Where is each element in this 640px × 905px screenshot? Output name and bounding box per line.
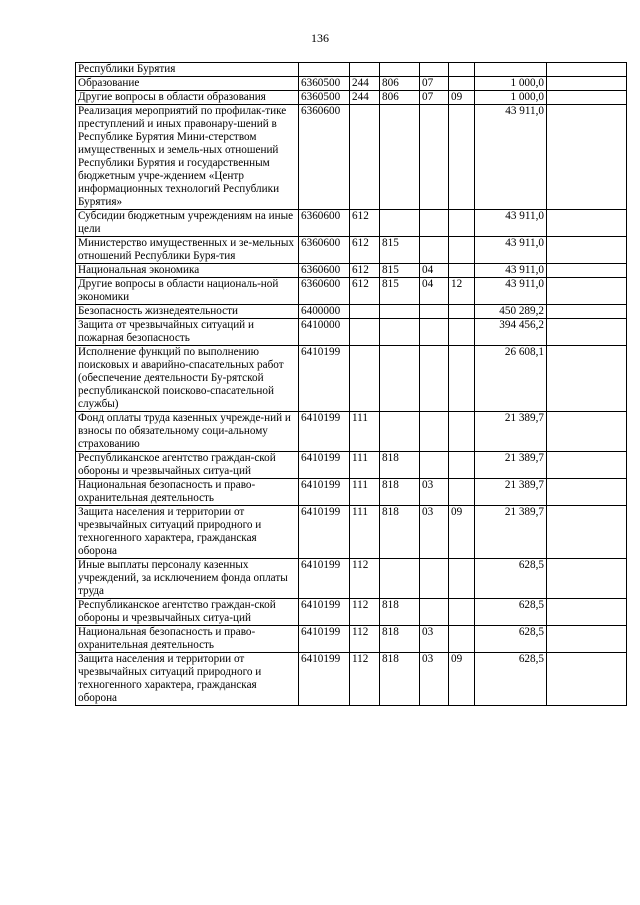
row-empty-cell xyxy=(547,346,627,412)
table-row xyxy=(76,653,627,706)
row-rz-code: 07 xyxy=(420,77,449,91)
row-csr-code: 6410000 xyxy=(299,319,350,346)
row-vr-code xyxy=(350,63,380,77)
row-amount: 628,5 xyxy=(475,599,547,626)
row-pr-code xyxy=(449,210,475,237)
table-row xyxy=(76,599,627,626)
row-empty-cell xyxy=(547,305,627,319)
row-amount: 43 911,0 xyxy=(475,278,547,305)
row-rz-code: 04 xyxy=(420,264,449,278)
row-amount: 43 911,0 xyxy=(475,264,547,278)
row-gr-code xyxy=(380,305,420,319)
row-csr-code: 6410199 xyxy=(299,506,350,559)
row-csr-code xyxy=(299,63,350,77)
row-rz-code xyxy=(420,305,449,319)
row-gr-code: 815 xyxy=(380,264,420,278)
table-row xyxy=(76,264,627,278)
row-vr-code: 112 xyxy=(350,599,380,626)
row-vr-code: 612 xyxy=(350,237,380,264)
page-number: 136 xyxy=(311,31,329,45)
row-rz-code: 03 xyxy=(420,479,449,506)
row-amount: 21 389,7 xyxy=(475,452,547,479)
table-row xyxy=(76,91,627,105)
row-empty-cell xyxy=(547,452,627,479)
row-amount: 21 389,7 xyxy=(475,412,547,452)
row-gr-code: 818 xyxy=(380,479,420,506)
row-empty-cell xyxy=(547,653,627,706)
row-gr-code: 818 xyxy=(380,452,420,479)
row-vr-code xyxy=(350,305,380,319)
row-amount: 43 911,0 xyxy=(475,237,547,264)
table-row xyxy=(76,559,627,599)
row-empty-cell xyxy=(547,237,627,264)
row-csr-code: 6410199 xyxy=(299,452,350,479)
row-amount: 628,5 xyxy=(475,626,547,653)
row-name: Исполнение функций по выполнению поисковых и аварийно-спасательных работ (обеспечение деятельности Бу-рятской республиканской поисково-спасательной службы) xyxy=(76,346,299,412)
row-pr-code xyxy=(449,63,475,77)
row-name: Республиканское агентство граждан-ской обороны и чрезвычайных ситуа-ций xyxy=(76,599,299,626)
row-csr-code: 6360600 xyxy=(299,278,350,305)
row-csr-code: 6360600 xyxy=(299,210,350,237)
row-name: Образование xyxy=(76,77,299,91)
row-csr-code: 6410199 xyxy=(299,653,350,706)
row-vr-code: 612 xyxy=(350,264,380,278)
row-pr-code xyxy=(449,479,475,506)
row-csr-code: 6410199 xyxy=(299,599,350,626)
row-gr-code xyxy=(380,559,420,599)
row-empty-cell xyxy=(547,278,627,305)
row-vr-code xyxy=(350,346,380,412)
row-empty-cell xyxy=(547,264,627,278)
table-row xyxy=(76,210,627,237)
row-gr-code xyxy=(380,210,420,237)
row-amount xyxy=(475,63,547,77)
row-pr-code xyxy=(449,77,475,91)
row-empty-cell xyxy=(547,479,627,506)
row-amount: 628,5 xyxy=(475,653,547,706)
row-empty-cell xyxy=(547,105,627,210)
row-vr-code: 612 xyxy=(350,210,380,237)
row-gr-code: 815 xyxy=(380,278,420,305)
row-amount: 450 289,2 xyxy=(475,305,547,319)
row-pr-code xyxy=(449,346,475,412)
row-empty-cell xyxy=(547,626,627,653)
row-name: Защита населения и территории от чрезвычайных ситуаций природного и техногенного характера, гражданская оборона xyxy=(76,506,299,559)
table-row xyxy=(76,305,627,319)
row-rz-code xyxy=(420,599,449,626)
table-row xyxy=(76,237,627,264)
budget-table xyxy=(75,62,627,706)
row-rz-code: 03 xyxy=(420,653,449,706)
row-amount: 1 000,0 xyxy=(475,91,547,105)
row-gr-code: 818 xyxy=(380,599,420,626)
row-name: Защита населения и территории от чрезвычайных ситуаций природного и техногенного характера, гражданская оборона xyxy=(76,653,299,706)
row-amount: 21 389,7 xyxy=(475,506,547,559)
table-row xyxy=(76,319,627,346)
table-row xyxy=(76,63,627,77)
table-row xyxy=(76,77,627,91)
row-vr-code: 112 xyxy=(350,626,380,653)
row-name: Субсидии бюджетным учреждениям на иные цели xyxy=(76,210,299,237)
row-csr-code: 6410199 xyxy=(299,626,350,653)
row-name: Республиканское агентство граждан-ской обороны и чрезвычайных ситуа-ций xyxy=(76,452,299,479)
row-pr-code: 09 xyxy=(449,91,475,105)
row-pr-code xyxy=(449,237,475,264)
table-row xyxy=(76,278,627,305)
row-vr-code: 112 xyxy=(350,559,380,599)
row-empty-cell xyxy=(547,506,627,559)
row-rz-code xyxy=(420,559,449,599)
row-name: Республики Бурятия xyxy=(76,63,299,77)
table-row xyxy=(76,105,627,210)
row-amount: 43 911,0 xyxy=(475,105,547,210)
table-row xyxy=(76,412,627,452)
row-empty-cell xyxy=(547,210,627,237)
row-vr-code: 244 xyxy=(350,77,380,91)
row-name: Другие вопросы в области образования xyxy=(76,91,299,105)
row-rz-code xyxy=(420,63,449,77)
row-empty-cell xyxy=(547,319,627,346)
row-name: Другие вопросы в области националь-ной экономики xyxy=(76,278,299,305)
row-pr-code xyxy=(449,319,475,346)
row-vr-code: 111 xyxy=(350,506,380,559)
row-gr-code xyxy=(380,346,420,412)
row-csr-code: 6410199 xyxy=(299,479,350,506)
row-gr-code xyxy=(380,63,420,77)
row-pr-code xyxy=(449,559,475,599)
row-name: Реализация мероприятий по профилак-тике преступлений и иных правонару-шений в Республике Бурятия Мини-стерством имущественных и земель-ных отношений Республики Бурятия и государственным бюджетным учре-ждением «Центр информационных технологий Республики Бурятия» xyxy=(76,105,299,210)
row-rz-code xyxy=(420,452,449,479)
row-pr-code xyxy=(449,626,475,653)
row-name: Защита от чрезвычайных ситуаций и пожарная безопасность xyxy=(76,319,299,346)
table-row xyxy=(76,506,627,559)
table-row xyxy=(76,346,627,412)
table-row xyxy=(76,479,627,506)
row-rz-code xyxy=(420,412,449,452)
row-amount: 21 389,7 xyxy=(475,479,547,506)
row-rz-code xyxy=(420,237,449,264)
row-empty-cell xyxy=(547,559,627,599)
row-pr-code: 09 xyxy=(449,653,475,706)
table-row xyxy=(76,452,627,479)
row-pr-code xyxy=(449,105,475,210)
row-vr-code xyxy=(350,105,380,210)
row-vr-code: 244 xyxy=(350,91,380,105)
row-name: Министерство имущественных и зе-мельных отношений Республики Буря-тия xyxy=(76,237,299,264)
row-rz-code: 07 xyxy=(420,91,449,105)
row-rz-code xyxy=(420,105,449,210)
row-csr-code: 6410199 xyxy=(299,412,350,452)
row-name: Фонд оплаты труда казенных учрежде-ний и взносы по обязательному соци-альному страхованию xyxy=(76,412,299,452)
row-empty-cell xyxy=(547,63,627,77)
row-csr-code: 6360600 xyxy=(299,237,350,264)
row-csr-code: 6400000 xyxy=(299,305,350,319)
row-csr-code: 6360600 xyxy=(299,105,350,210)
row-empty-cell xyxy=(547,91,627,105)
row-name: Национальная безопасность и право-охранительная деятельность xyxy=(76,479,299,506)
row-pr-code xyxy=(449,305,475,319)
row-gr-code xyxy=(380,105,420,210)
row-amount: 1 000,0 xyxy=(475,77,547,91)
row-vr-code: 111 xyxy=(350,412,380,452)
row-pr-code xyxy=(449,599,475,626)
row-pr-code xyxy=(449,412,475,452)
row-name: Безопасность жизнедеятельности xyxy=(76,305,299,319)
row-csr-code: 6410199 xyxy=(299,559,350,599)
row-gr-code: 806 xyxy=(380,91,420,105)
budget-table-body xyxy=(76,63,627,706)
row-rz-code: 04 xyxy=(420,278,449,305)
row-gr-code xyxy=(380,412,420,452)
row-empty-cell xyxy=(547,77,627,91)
row-rz-code xyxy=(420,210,449,237)
row-amount: 628,5 xyxy=(475,559,547,599)
row-vr-code: 612 xyxy=(350,278,380,305)
row-amount: 26 608,1 xyxy=(475,346,547,412)
row-csr-code: 6410199 xyxy=(299,346,350,412)
row-gr-code: 818 xyxy=(380,626,420,653)
row-vr-code: 111 xyxy=(350,479,380,506)
row-csr-code: 6360500 xyxy=(299,91,350,105)
row-csr-code: 6360600 xyxy=(299,264,350,278)
row-gr-code: 815 xyxy=(380,237,420,264)
row-pr-code: 12 xyxy=(449,278,475,305)
row-pr-code xyxy=(449,452,475,479)
row-gr-code: 818 xyxy=(380,506,420,559)
row-vr-code xyxy=(350,319,380,346)
row-gr-code xyxy=(380,319,420,346)
row-vr-code: 112 xyxy=(350,653,380,706)
row-gr-code: 806 xyxy=(380,77,420,91)
row-vr-code: 111 xyxy=(350,452,380,479)
row-empty-cell xyxy=(547,599,627,626)
row-name: Иные выплаты персоналу казенных учреждений, за исключением фонда оплаты труда xyxy=(76,559,299,599)
row-pr-code: 09 xyxy=(449,506,475,559)
row-csr-code: 6360500 xyxy=(299,77,350,91)
row-rz-code: 03 xyxy=(420,506,449,559)
row-name: Национальная экономика xyxy=(76,264,299,278)
row-empty-cell xyxy=(547,412,627,452)
row-rz-code xyxy=(420,319,449,346)
row-name: Национальная безопасность и право-охранительная деятельность xyxy=(76,626,299,653)
row-amount: 43 911,0 xyxy=(475,210,547,237)
row-gr-code: 818 xyxy=(380,653,420,706)
row-rz-code xyxy=(420,346,449,412)
table-row xyxy=(76,626,627,653)
row-rz-code: 03 xyxy=(420,626,449,653)
row-pr-code xyxy=(449,264,475,278)
row-amount: 394 456,2 xyxy=(475,319,547,346)
